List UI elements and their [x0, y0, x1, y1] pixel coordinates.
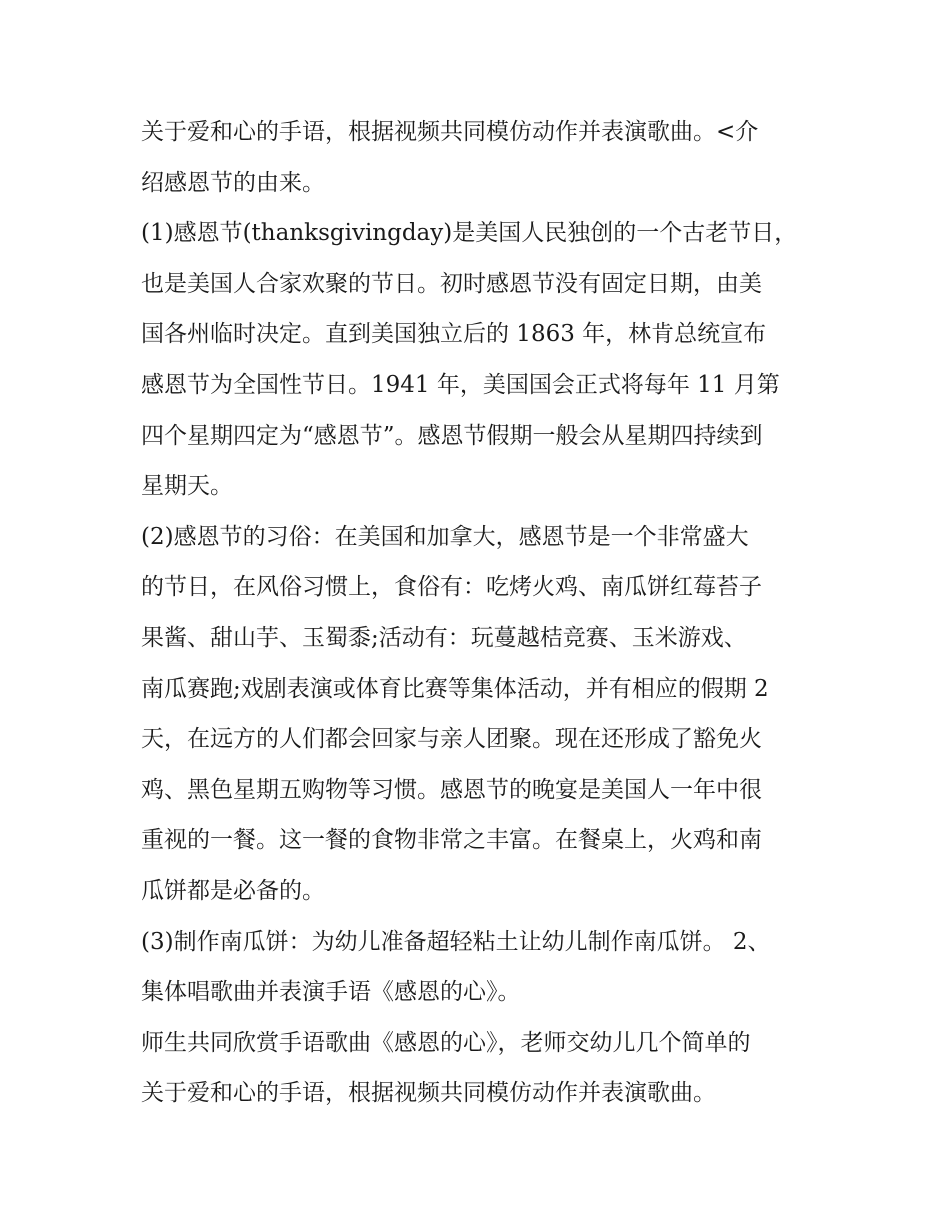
body-text [141, 107, 821, 1119]
text-line-9: (2)感恩节的习俗：在美国和加拿大，感恩节是一个非常盛大 [141, 523, 749, 550]
text-line-12: 南瓜赛跑;戏剧表演或体育比赛等集体活动，并有相应的假期 2 [141, 675, 769, 702]
text-line-14: 鸡、黑色星期五购物等习惯。感恩节的晚宴是美国人一年中很 [141, 776, 762, 803]
text-line-4: 也是美国人合家欢聚的节日。初时感恩节没有固定日期，由美 [141, 270, 762, 297]
text-line-5: 国各州临时决定。直到美国独立后的 1863 年，林肯总统宣布 [141, 321, 767, 348]
text-line-13: 天，在远方的人们都会回家与亲人团聚。现在还形成了豁免火 [141, 726, 762, 753]
text-line-16: 瓜饼都是必备的。 [141, 877, 325, 904]
text-line-3: (1)感恩节(thanksgivingday)是美国人民独创的一个古老节日， [141, 220, 798, 247]
text-line-11: 果酱、甜山芋、玉蜀黍;活动有：玩蔓越桔竞赛、玉米游戏、 [141, 624, 747, 651]
text-line-17: (3)制作南瓜饼：为幼儿准备超轻粘土让幼儿制作南瓜饼。 2、 [141, 928, 771, 955]
text-line-1: 关于爱和心的手语，根据视频共同模仿动作并表演歌曲。<介 [141, 119, 759, 145]
text-line-8: 星期天。 [141, 473, 233, 500]
text-line-10: 的节日，在风俗习惯上，食俗有：吃烤火鸡、南瓜饼红莓苔子 [141, 574, 762, 601]
text-line-15: 重视的一餐。这一餐的食物非常之丰富。在餐桌上，火鸡和南 [141, 827, 762, 854]
text-line-2: 绍感恩节的由来。 [141, 169, 325, 196]
text-line-7: 四个星期四定为“感恩节”。感恩节假期一般会从星期四持续到 [141, 422, 763, 449]
text-line-19: 师生共同欣赏手语歌曲《感恩的心》，老师交幼儿几个简单的 [141, 1029, 751, 1056]
text-line-18: 集体唱歌曲并表演手语《感恩的心》。 [141, 979, 521, 1006]
text-line-6: 感恩节为全国性节日。1941 年，美国国会正式将每年 11 月第 [141, 371, 780, 398]
text-line-20: 关于爱和心的手语，根据视频共同模仿动作并表演歌曲。 [141, 1080, 716, 1107]
